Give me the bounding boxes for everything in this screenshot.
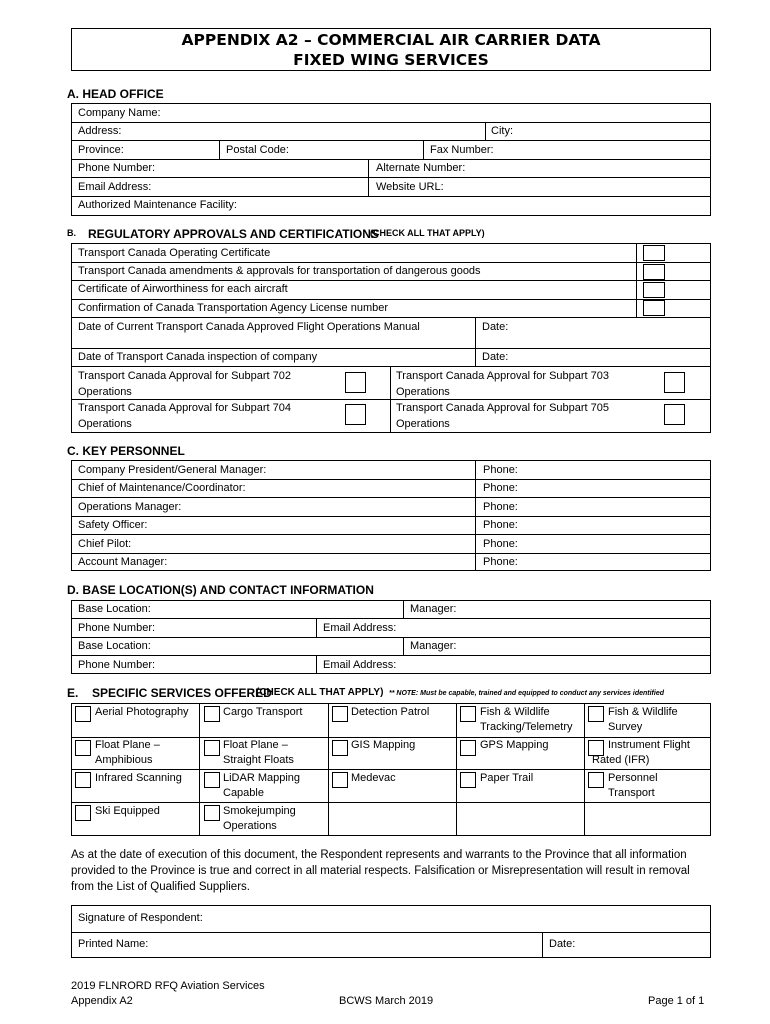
- province-field[interactable]: Province:: [78, 144, 124, 156]
- section-e-heading: SPECIFIC SERVICES OFFERED: [92, 686, 272, 700]
- president-field[interactable]: Company President/General Manager:: [78, 464, 267, 476]
- flight-ops-manual-date[interactable]: Date:: [482, 321, 509, 333]
- checkbox-float-plane-straight[interactable]: [204, 740, 220, 756]
- service-float-plane-amphibious: Float Plane –: [95, 739, 160, 751]
- section-b-heading: REGULATORY APPROVALS AND CERTIFICATIONS: [88, 227, 379, 241]
- checkbox-subpart-705[interactable]: [664, 404, 685, 425]
- service-instrument-flight: Instrument Flight: [608, 739, 690, 751]
- checkbox-gis-mapping[interactable]: [332, 740, 348, 756]
- base-manager-1-field[interactable]: Manager:: [410, 603, 457, 615]
- service-personnel-transport: Personnel: [608, 772, 658, 784]
- footer-page-number: Page 1 of 1: [648, 995, 705, 1007]
- section-a-heading: A. HEAD OFFICE: [67, 87, 164, 101]
- declaration-line-1: As at the date of execution of this document, the Respondent represents and warrants to the Province that all information: [71, 849, 687, 861]
- service-fish-wildlife-survey-2: Survey: [608, 721, 643, 733]
- chief-pilot-field[interactable]: Chief Pilot:: [78, 538, 132, 550]
- service-medevac: Medevac: [351, 772, 396, 784]
- printed-name-field[interactable]: Printed Name:: [78, 938, 149, 950]
- subpart-703-label: Transport Canada Approval for Subpart 703: [396, 370, 610, 382]
- base-location-2-field[interactable]: Base Location:: [78, 640, 151, 652]
- service-fish-wildlife-tracking: Fish & Wildlife: [480, 706, 550, 718]
- service-float-plane-straight: Float Plane –: [223, 739, 288, 751]
- signature-field[interactable]: Signature of Respondent:: [78, 912, 203, 924]
- alternate-number-field[interactable]: Alternate Number:: [376, 162, 466, 174]
- checkbox-airworthiness[interactable]: [643, 282, 665, 298]
- safety-officer-field[interactable]: Safety Officer:: [78, 519, 148, 531]
- city-field[interactable]: City:: [491, 125, 513, 137]
- subpart-702-label: Transport Canada Approval for Subpart 702: [78, 370, 292, 382]
- base-phone-1-field[interactable]: Phone Number:: [78, 622, 156, 634]
- footer-center: BCWS March 2019: [339, 995, 434, 1007]
- service-gis-mapping: GIS Mapping: [351, 739, 416, 751]
- safety-officer-phone[interactable]: Phone:: [483, 519, 518, 531]
- checkbox-lidar-mapping[interactable]: [204, 772, 220, 788]
- checkbox-infrared-scanning[interactable]: [75, 772, 91, 788]
- section-e-letter: E.: [67, 686, 79, 700]
- service-smokejumping: Smokejumping: [223, 805, 296, 817]
- website-url-field[interactable]: Website URL:: [376, 181, 444, 193]
- account-manager-phone[interactable]: Phone:: [483, 556, 518, 568]
- footer-left-line-1: 2019 FLNRORD RFQ Aviation Services: [71, 980, 265, 992]
- subpart-704-label-2: Operations: [78, 418, 132, 430]
- checkbox-medevac[interactable]: [332, 772, 348, 788]
- service-float-plane-amphibious-2: Amphibious: [95, 754, 153, 766]
- checkbox-dangerous-goods[interactable]: [643, 264, 665, 280]
- footer-left-line-2: Appendix A2: [71, 995, 133, 1007]
- checkbox-subpart-704[interactable]: [345, 404, 366, 425]
- maintenance-facility-field[interactable]: Authorized Maintenance Facility:: [78, 199, 237, 211]
- service-infrared-scanning: Infrared Scanning: [95, 772, 182, 784]
- checkbox-smokejumping[interactable]: [204, 805, 220, 821]
- b-item-operating-certificate: Transport Canada Operating Certificate: [78, 247, 271, 259]
- section-b-letter: B.: [67, 228, 76, 238]
- checkbox-personnel-transport[interactable]: [588, 772, 604, 788]
- checkbox-cta-license[interactable]: [643, 300, 665, 316]
- service-cargo-transport: Cargo Transport: [223, 706, 303, 718]
- checkbox-paper-trail[interactable]: [460, 772, 476, 788]
- checkbox-subpart-703[interactable]: [664, 372, 685, 393]
- checkbox-cargo-transport[interactable]: [204, 706, 220, 722]
- base-phone-2-field[interactable]: Phone Number:: [78, 659, 156, 671]
- signature-date-field[interactable]: Date:: [549, 938, 576, 950]
- service-ski-equipped: Ski Equipped: [95, 805, 160, 817]
- checkbox-ski-equipped[interactable]: [75, 805, 91, 821]
- president-phone[interactable]: Phone:: [483, 464, 518, 476]
- checkbox-gps-mapping[interactable]: [460, 740, 476, 756]
- section-d-heading: D. BASE LOCATION(S) AND CONTACT INFORMATION: [67, 583, 374, 597]
- subpart-702-label-2: Operations: [78, 386, 132, 398]
- title-line-2: FIXED WING SERVICES: [293, 51, 489, 69]
- account-manager-field[interactable]: Account Manager:: [78, 556, 168, 568]
- section-b-check-note: (CHECK ALL THAT APPLY): [370, 228, 485, 238]
- checkbox-subpart-702[interactable]: [345, 372, 366, 393]
- fax-number-field[interactable]: Fax Number:: [430, 144, 494, 156]
- flight-ops-manual-label: Date of Current Transport Canada Approved Flight Operations Manual: [78, 321, 420, 333]
- checkbox-fish-wildlife-survey[interactable]: [588, 706, 604, 722]
- service-instrument-flight-2: Rated (IFR): [592, 754, 650, 766]
- section-e-capability-note: ** NOTE: Must be capable, trained and equipped to conduct any services identified: [389, 690, 664, 697]
- service-gps-mapping: GPS Mapping: [480, 739, 549, 751]
- base-manager-2-field[interactable]: Manager:: [410, 640, 457, 652]
- checkbox-detection-patrol[interactable]: [332, 706, 348, 722]
- service-float-plane-straight-2: Straight Floats: [223, 754, 294, 766]
- service-smokejumping-2: Operations: [223, 820, 277, 832]
- service-fish-wildlife-tracking-2: Tracking/Telemetry: [480, 721, 573, 733]
- service-fish-wildlife-survey: Fish & Wildlife: [608, 706, 678, 718]
- phone-number-field[interactable]: Phone Number:: [78, 162, 156, 174]
- checkbox-operating-certificate[interactable]: [643, 245, 665, 261]
- checkbox-aerial-photography[interactable]: [75, 706, 91, 722]
- b-item-airworthiness: Certificate of Airworthiness for each aircraft: [78, 283, 288, 295]
- address-field[interactable]: Address:: [78, 125, 122, 137]
- base-email-1-field[interactable]: Email Address:: [323, 622, 397, 634]
- service-paper-trail: Paper Trail: [480, 772, 534, 784]
- service-personnel-transport-2: Transport: [608, 787, 655, 799]
- declaration-paragraph: [71, 847, 711, 895]
- chief-pilot-phone[interactable]: Phone:: [483, 538, 518, 550]
- tc-inspection-date[interactable]: Date:: [482, 351, 509, 363]
- section-e-check-note: (CHECK ALL THAT APPLY): [256, 687, 384, 698]
- checkbox-float-plane-amphibious[interactable]: [75, 740, 91, 756]
- b-item-dangerous-goods: Transport Canada amendments & approvals for transportation of dangerous goods: [78, 265, 481, 277]
- service-lidar-mapping-2: Capable: [223, 787, 264, 799]
- declaration-line-3: from the List of Qualified Suppliers.: [71, 881, 250, 893]
- page-title: [71, 28, 711, 71]
- postal-code-field[interactable]: Postal Code:: [226, 144, 289, 156]
- subpart-705-label: Transport Canada Approval for Subpart 705: [396, 402, 610, 414]
- service-aerial-photography: Aerial Photography: [95, 706, 189, 718]
- title-line-1: APPENDIX A2 – COMMERCIAL AIR CARRIER DATA: [181, 31, 601, 49]
- subpart-705-label-2: Operations: [396, 418, 450, 430]
- section-c-heading: C. KEY PERSONNEL: [67, 444, 185, 458]
- subpart-703-label-2: Operations: [396, 386, 450, 398]
- tc-inspection-label: Date of Transport Canada inspection of company: [78, 351, 318, 363]
- declaration-line-2: provided to the Province is true and correct in all material respects. Falsification or Misrepresentation will result in removal: [71, 865, 690, 877]
- service-lidar-mapping: LiDAR Mapping: [223, 772, 301, 784]
- subpart-704-label: Transport Canada Approval for Subpart 704: [78, 402, 292, 414]
- operations-manager-phone[interactable]: Phone:: [483, 501, 518, 513]
- base-location-1-field[interactable]: Base Location:: [78, 603, 151, 615]
- company-name-field[interactable]: Company Name:: [78, 107, 161, 119]
- email-address-field[interactable]: Email Address:: [78, 181, 152, 193]
- chief-maintenance-field[interactable]: Chief of Maintenance/Coordinator:: [78, 482, 246, 494]
- b-item-cta-license: Confirmation of Canada Transportation Agency License number: [78, 302, 389, 314]
- chief-maintenance-phone[interactable]: Phone:: [483, 482, 518, 494]
- operations-manager-field[interactable]: Operations Manager:: [78, 501, 182, 513]
- service-detection-patrol: Detection Patrol: [351, 706, 430, 718]
- base-email-2-field[interactable]: Email Address:: [323, 659, 397, 671]
- checkbox-fish-wildlife-tracking[interactable]: [460, 706, 476, 722]
